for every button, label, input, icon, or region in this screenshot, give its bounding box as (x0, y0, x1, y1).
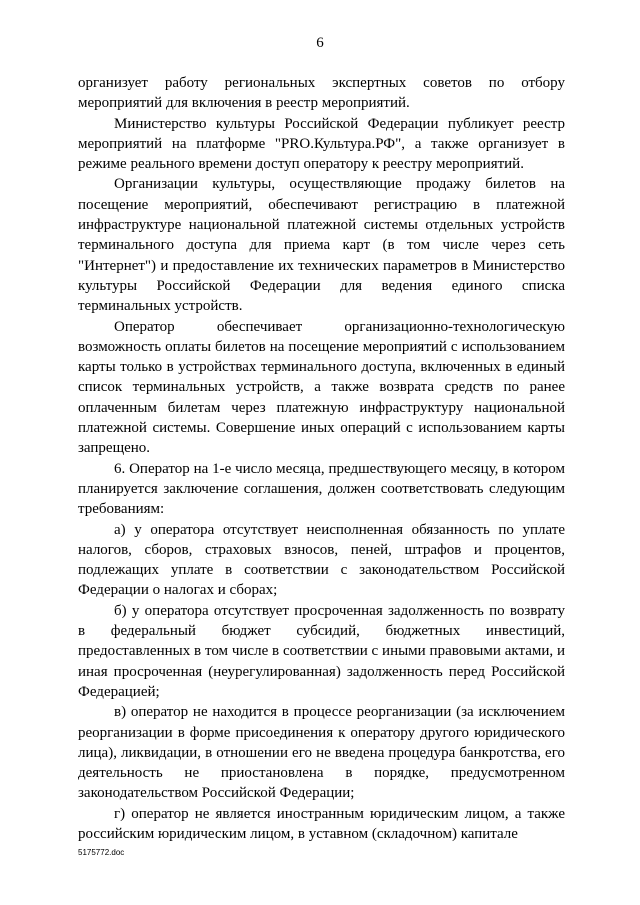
footer-file-name: 5175772.doc (78, 848, 125, 857)
paragraph-requirement-g: г) оператор не является иностранным юридическим лицом, а также российским юридическим лицом, в уставном (складочном) капитале (78, 805, 565, 842)
paragraph-culture-organizations: Организации культуры, осуществляющие продажу билетов на посещение мероприятий, обеспечивают регистрацию в платежной инфраструктуре национальной платежной системы отдельных устройств терминального доступа для приема карт (в том числе через сеть "Интернет") и предоставление их технических параметров в Министерство культуры Российской Федерации для ведения единого списка терминальных устройств. (78, 176, 565, 315)
document-body (78, 73, 565, 844)
paragraph-operator-requirements: 6. Оператор на 1-е число месяца, предшествующего месяцу, в котором планируется заключение соглашения, должен соответствовать следующим требованиям: (78, 460, 565, 518)
paragraph-events-expert-councils: организует работу региональных экспертных советов по отбору мероприятий для включения в реестр мероприятий. (78, 75, 565, 112)
paragraph-operator-payment: Оператор обеспечивает организационно-технологическую возможность оплаты билетов на посещение мероприятий с использованием карты только в устройствах терминального доступа, включенных в единый список терминальных устройств, а также возврата средств по ранее оплаченным билетам через платежную инфраструктуру национальной платежной системы. Совершение иных операций с использованием карты запрещено. (78, 318, 565, 457)
page-number: 6 (316, 35, 324, 51)
paragraph-requirement-a: а) у оператора отсутствует неисполненная обязанность по уплате налогов, сборов, страховых взносов, пеней, штрафов и процентов, подлежащих уплате в соответствии с законодательством Российской Федерации о налогах и сборах; (78, 521, 565, 599)
paragraph-requirement-b: б) у оператора отсутствует просроченная задолженность по возврату в федеральный бюджет субсидий, бюджетных инвестиций, предоставленных в том числе в соответствии с иными правовыми актами, и иная просроченная (неурегулированная) задолженность перед Российской Федерацией; (78, 602, 565, 700)
paragraph-requirement-v: в) оператор не находится в процессе реорганизации (за исключением реорганизации в форме присоединения к оператору другого юридического лица), ликвидации, в отношении его не введена процедура банкротства, его деятельность не приостановлена в порядке, предусмотренном законодательством Российской Федерации; (78, 704, 565, 802)
paragraph-ministry-registry: Министерство культуры Российской Федерации публикует реестр мероприятий на платформе "PRO.Культура.РФ", а также организует в режиме реального времени доступ оператору к реестру мероприятий. (78, 115, 565, 173)
